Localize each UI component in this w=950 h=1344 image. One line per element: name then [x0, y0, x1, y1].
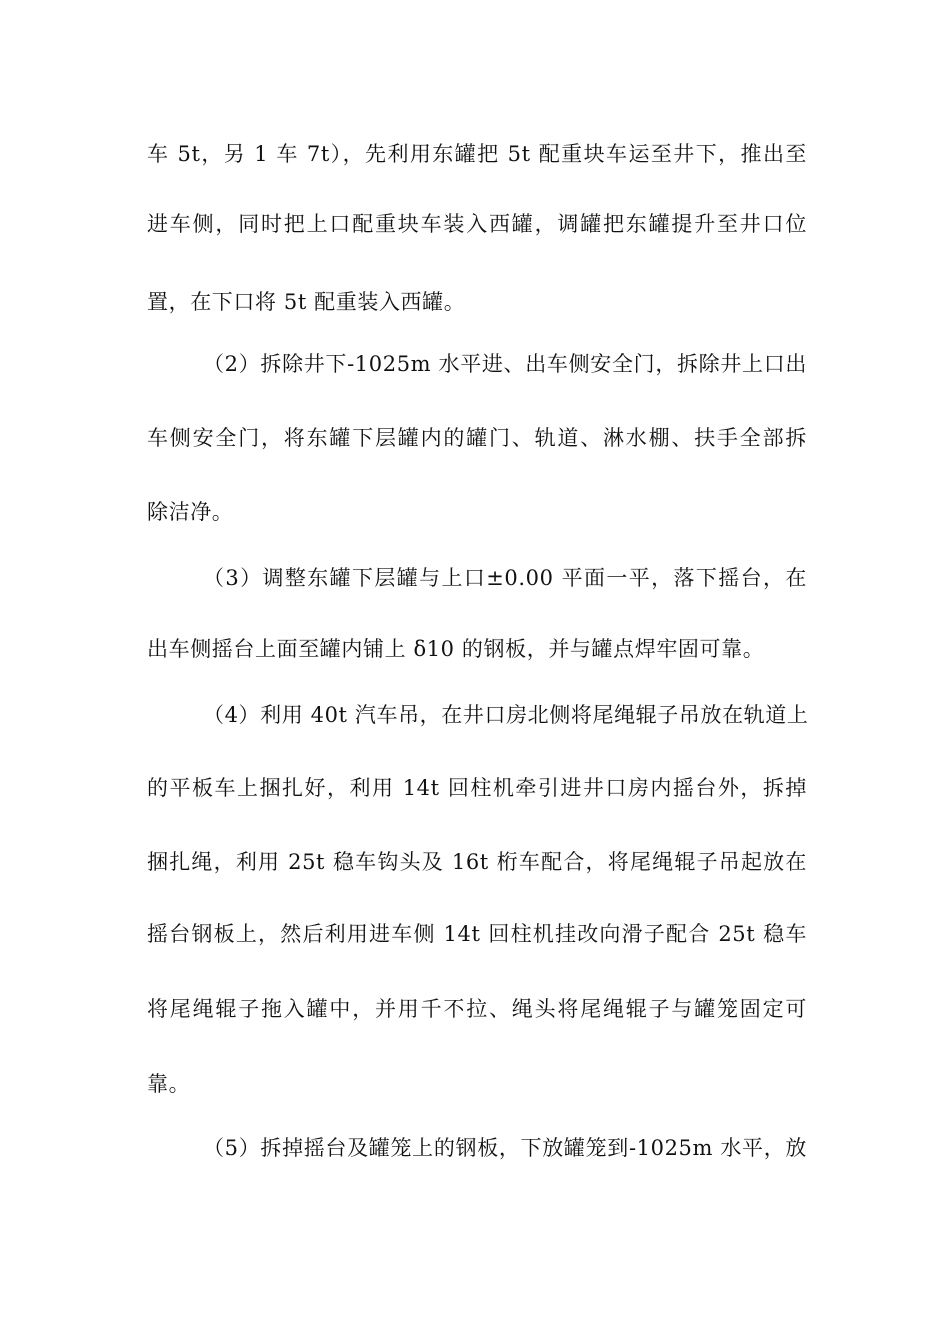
text-line: 除洁净。: [147, 500, 234, 524]
text-line: 车侧安全门，将东罐下层罐内的罐门、轨道、淋水棚、扶手全部拆: [147, 426, 807, 450]
text-line: 置，在下口将 5t 配重装入西罐。: [147, 290, 466, 314]
paragraph-start-line: （2）拆除井下-1025m 水平进、出车侧安全门，拆除井上口出: [203, 352, 807, 376]
paragraph-start-line: （5）拆掉摇台及罐笼上的钢板，下放罐笼到-1025m 水平，放: [203, 1136, 807, 1160]
text-line: 出车侧摇台上面至罐内铺上 δ10 的钢板，并与罐点焊牢固可靠。: [147, 637, 765, 661]
paragraph-start-line: （3）调整东罐下层罐与上口±0.00 平面一平，落下摇台，在: [203, 566, 807, 590]
text-line: 摇台钢板上，然后利用进车侧 14t 回柱机挂改向滑子配合 25t 稳车: [147, 922, 807, 946]
text-line: 的平板车上捆扎好，利用 14t 回柱机牵引进井口房内摇台外，拆掉: [147, 776, 807, 800]
text-line: 捆扎绳，利用 25t 稳车钩头及 16t 桁车配合，将尾绳辊子吊起放在: [147, 850, 807, 874]
text-line: 车 5t，另 1 车 7t），先利用东罐把 5t 配重块车运至井下，推出至: [147, 142, 807, 166]
text-line: 将尾绳辊子拖入罐中，并用千不拉、绳头将尾绳辊子与罐笼固定可: [147, 997, 807, 1021]
text-line: 靠。: [147, 1072, 191, 1096]
paragraph-start-line: （4）利用 40t 汽车吊，在井口房北侧将尾绳辊子吊放在轨道上: [203, 703, 809, 727]
text-line: 进车侧，同时把上口配重块车装入西罐，调罐把东罐提升至井口位: [147, 212, 807, 236]
